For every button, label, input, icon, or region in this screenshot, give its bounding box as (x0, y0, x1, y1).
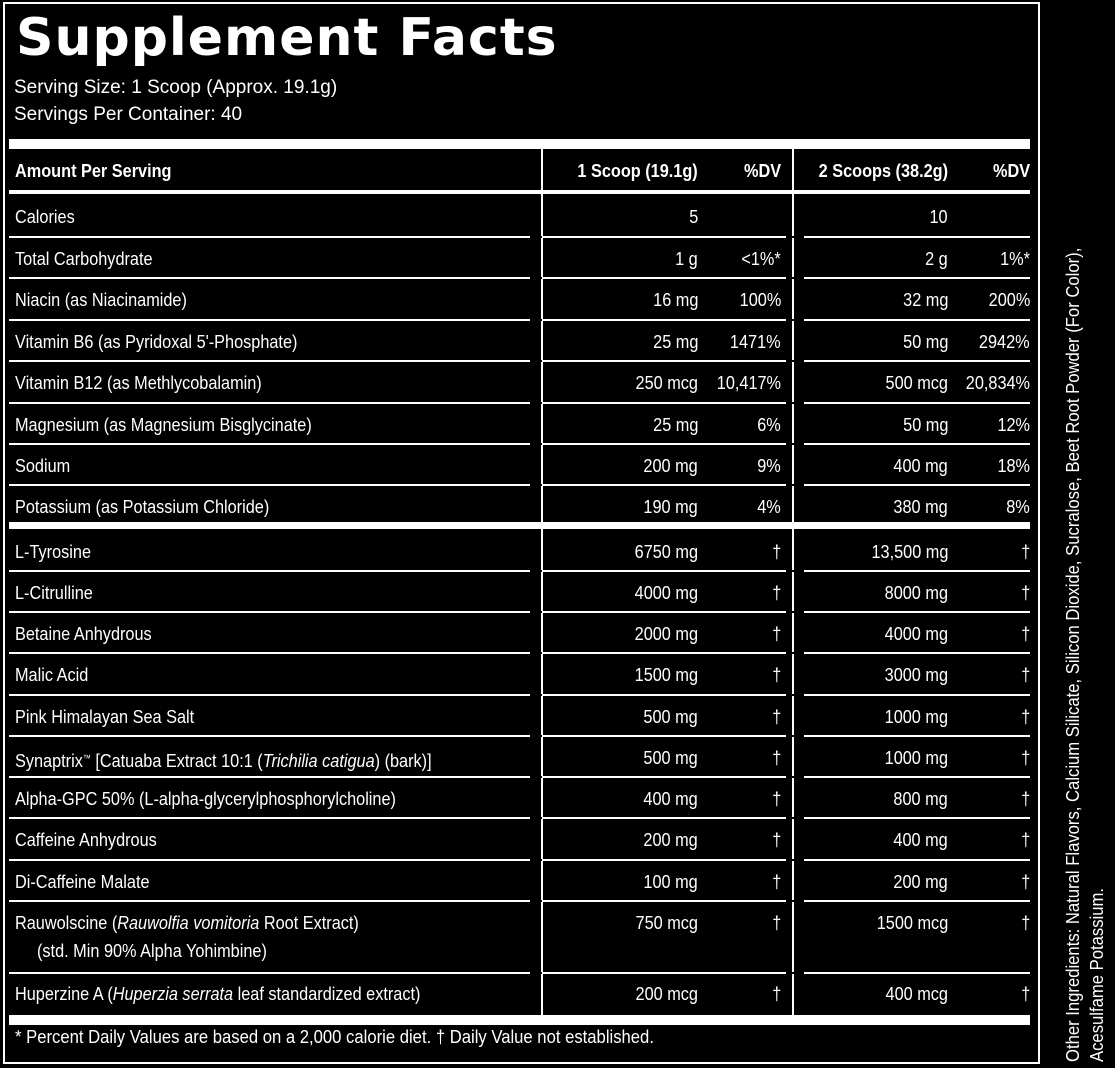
row-amount-2: 1500 mcg (876, 912, 948, 933)
row-rule-gap (530, 319, 542, 321)
row-amount-1: 200 mg (643, 455, 698, 476)
row-name: Di-Caffeine Malate (15, 871, 150, 892)
row-dv-1: † (771, 582, 781, 603)
row-name: Niacin (as Niacinamide) (15, 289, 187, 310)
row-rule (9, 776, 1030, 778)
row-amount-2: 32 mg (902, 289, 948, 310)
row-dv-2: † (1020, 829, 1030, 850)
row-dv-2: † (1020, 871, 1030, 892)
row-rule (9, 900, 1030, 902)
header-col-1-dv: %DV (743, 160, 781, 181)
row-name-part: Rauwolscine ( (15, 912, 118, 933)
row-amount-1: 25 mg (652, 331, 698, 352)
row-name: Sodium (15, 455, 71, 476)
row-amount-1: 750 mcg (635, 912, 698, 933)
row-rule-gap (786, 443, 804, 445)
serving-size: Serving Size: 1 Scoop (Approx. 19.1g) (14, 77, 338, 98)
row-dv-2: † (1020, 983, 1030, 1004)
row-rule (9, 611, 1030, 613)
row-dv-1: 10,417% (716, 372, 781, 393)
row-dv-1: † (771, 983, 781, 1004)
row-amount-2: 2 g (925, 248, 948, 269)
other-ingredients (1061, 62, 1109, 1062)
row-rule (9, 735, 1030, 737)
row-amount-2: 400 mg (893, 455, 948, 476)
row-amount-2: 1000 mg (884, 747, 948, 768)
row-amount-1: 1500 mg (634, 664, 698, 685)
row-rule-gap (530, 694, 542, 696)
row-name-part: Huperzine A ( (15, 983, 113, 1004)
row-dv-1: † (771, 871, 781, 892)
row-rule-gap (530, 443, 542, 445)
row-rule-gap (786, 776, 804, 778)
row-amount-1: 1 g (675, 248, 698, 269)
header-col-2-dv: %DV (992, 160, 1030, 181)
row-dv-2: † (1020, 912, 1030, 933)
row-dv-2: 20,834% (965, 372, 1030, 393)
row-dv-2: † (1020, 788, 1030, 809)
row-amount-2: 13,500 mg (871, 541, 948, 562)
row-name: Potassium (as Potassium Chloride) (15, 496, 270, 517)
footnote: * Percent Daily Values are based on a 2,000 calorie diet. † Daily Value not established. (15, 1026, 654, 1047)
row-amount-2: 400 mcg (885, 983, 948, 1004)
row-rule-gap (786, 652, 804, 654)
row-amount-2: 200 mg (893, 871, 948, 892)
row-dv-1: † (771, 541, 781, 562)
row-name-line-2: (std. Min 90% Alpha Yohimbine) (37, 940, 267, 961)
panel-title: Supplement Facts (16, 8, 558, 68)
row-dv-2: † (1020, 541, 1030, 562)
row-rule-gap (786, 900, 804, 902)
row-rule-gap (530, 735, 542, 737)
row-dv-1: 1471% (730, 331, 781, 352)
row-rule-gap (530, 611, 542, 613)
row-rule-gap (786, 570, 804, 572)
row-amount-2: 50 mg (902, 331, 948, 352)
header-col-1-scoop: 1 Scoop (19.1g) (577, 160, 698, 181)
row-name: Vitamin B6 (as Pyridoxal 5'-Phosphate) (15, 331, 298, 352)
row-name-part: Rauwolfia vomitoria (117, 912, 260, 933)
row-rule-gap (786, 735, 804, 737)
row-dv-2: 1%* (1000, 248, 1030, 269)
row-rule-gap (530, 652, 542, 654)
bottom-thick-rule (9, 1015, 1030, 1025)
row-name: Calories (15, 206, 75, 227)
row-name-part: leaf standardized extract) (233, 983, 421, 1004)
row-name: Vitamin B12 (as Methlycobalamin) (15, 372, 262, 393)
row-dv-2: 18% (997, 455, 1030, 476)
row-rule (9, 694, 1030, 696)
row-name-part: [Catuaba Extract 10:1 ( (90, 750, 263, 771)
row-rule (9, 236, 1030, 238)
row-dv-1: † (771, 788, 781, 809)
row-dv-1: † (771, 747, 781, 768)
row-dv-2: † (1020, 623, 1030, 644)
row-name-part: ™ (82, 753, 91, 763)
row-amount-2: 500 mcg (885, 372, 948, 393)
row-amount-2: 1000 mg (884, 706, 948, 727)
header-amount-per-serving: Amount Per Serving (15, 160, 172, 181)
row-name (15, 983, 420, 1005)
row-amount-2: 10 (929, 206, 948, 227)
row-rule-gap (786, 972, 804, 974)
row-name: Alpha-GPC 50% (L-alpha-glycerylphosphorylcholine) (15, 788, 396, 809)
row-amount-1: 100 mg (643, 871, 698, 892)
row-amount-1: 400 mg (643, 788, 698, 809)
row-amount-1: 16 mg (652, 289, 698, 310)
row-amount-2: 3000 mg (884, 664, 948, 685)
row-name: Total Carbohydrate (15, 248, 153, 269)
row-dv-2: † (1020, 664, 1030, 685)
row-rule-gap (530, 817, 542, 819)
row-rule-gap (786, 402, 804, 404)
row-amount-1: 5 (688, 206, 698, 227)
row-dv-2: 8% (1006, 496, 1030, 517)
row-dv-1: † (771, 706, 781, 727)
row-amount-1: 6750 mg (634, 541, 698, 562)
row-rule (9, 652, 1030, 654)
row-rule-gap (786, 611, 804, 613)
row-amount-2: 8000 mg (884, 582, 948, 603)
row-rule (9, 319, 1030, 321)
row-name (15, 747, 432, 772)
row-amount-2: 50 mg (902, 414, 948, 435)
row-rule (9, 859, 1030, 861)
row-dv-1: † (771, 912, 781, 933)
row-rule (9, 402, 1030, 404)
row-name: Pink Himalayan Sea Salt (15, 706, 195, 727)
row-amount-1: 500 mg (643, 747, 698, 768)
row-rule (9, 972, 1030, 974)
row-name: Caffeine Anhydrous (15, 829, 157, 850)
row-dv-1: 9% (757, 455, 781, 476)
header-col-2-scoops: 2 Scoops (38.2g) (818, 160, 948, 181)
row-rule-gap (786, 817, 804, 819)
row-dv-1: <1%* (741, 248, 781, 269)
row-amount-1: 2000 mg (634, 623, 698, 644)
row-rule-gap (530, 484, 542, 486)
top-thick-rule (9, 139, 1030, 149)
row-rule-gap (786, 277, 804, 279)
row-dv-1: † (771, 664, 781, 685)
row-name-part: Root Extract) (259, 912, 359, 933)
row-rule-gap (530, 900, 542, 902)
row-rule-gap (530, 277, 542, 279)
row-rule-gap (786, 319, 804, 321)
other-ingredients-line-1: Other Ingredients: Natural Flavors, Calcium Silicate, Silicon Dioxide, Sucralose, Beet Root Powder (For Color), (1062, 247, 1083, 1062)
row-rule-gap (530, 859, 542, 861)
row-name: L-Citrulline (15, 582, 93, 603)
row-amount-2: 380 mg (893, 496, 948, 517)
row-name (15, 912, 359, 934)
row-name-part: Huperzia serrata (112, 983, 234, 1004)
row-rule-gap (530, 236, 542, 238)
row-name: Magnesium (as Magnesium Bisglycinate) (15, 414, 312, 435)
row-amount-1: 25 mg (652, 414, 698, 435)
row-name-part: Synaptrix (15, 750, 83, 771)
row-amount-2: 4000 mg (884, 623, 948, 644)
row-dv-1: † (771, 623, 781, 644)
row-dv-1: † (771, 829, 781, 850)
row-rule-gap (786, 360, 804, 362)
row-amount-1: 500 mg (643, 706, 698, 727)
row-amount-1: 200 mcg (635, 983, 698, 1004)
row-rule-gap (530, 972, 542, 974)
row-dv-2: † (1020, 706, 1030, 727)
row-rule-gap (786, 859, 804, 861)
row-rule-gap (786, 236, 804, 238)
row-rule-gap (530, 570, 542, 572)
row-amount-2: 400 mg (893, 829, 948, 850)
row-rule (9, 484, 1030, 486)
row-rule-gap (530, 360, 542, 362)
row-rule-gap (786, 484, 804, 486)
row-rule (9, 443, 1030, 445)
servings-per-container: Servings Per Container: 40 (14, 104, 243, 125)
row-name: Malic Acid (15, 664, 89, 685)
row-name: L-Tyrosine (15, 541, 92, 562)
row-rule (9, 817, 1030, 819)
row-amount-2: 800 mg (893, 788, 948, 809)
row-name-part: ) (bark)] (374, 750, 432, 771)
row-dv-1: 4% (757, 496, 781, 517)
row-rule-gap (530, 776, 542, 778)
row-dv-2: 2942% (979, 331, 1030, 352)
row-dv-1: 6% (757, 414, 781, 435)
row-rule (9, 360, 1030, 362)
header-rule (9, 190, 1030, 194)
row-dv-2: † (1020, 582, 1030, 603)
row-dv-1: 100% (739, 289, 781, 310)
other-ingredients-line-2: Acesulfame Potassium. (1086, 888, 1107, 1062)
row-rule (9, 570, 1030, 572)
row-dv-2: † (1020, 747, 1030, 768)
row-rule-gap (530, 402, 542, 404)
row-name: Betaine Anhydrous (15, 623, 152, 644)
row-amount-1: 250 mcg (635, 372, 698, 393)
section-thick-rule (9, 522, 1030, 529)
row-amount-1: 200 mg (643, 829, 698, 850)
row-rule-gap (786, 694, 804, 696)
row-name-part: Trichilia catigua (262, 750, 375, 771)
row-amount-1: 190 mg (643, 496, 698, 517)
row-rule (9, 277, 1030, 279)
row-amount-1: 4000 mg (634, 582, 698, 603)
row-dv-2: 12% (997, 414, 1030, 435)
row-dv-2: 200% (988, 289, 1030, 310)
